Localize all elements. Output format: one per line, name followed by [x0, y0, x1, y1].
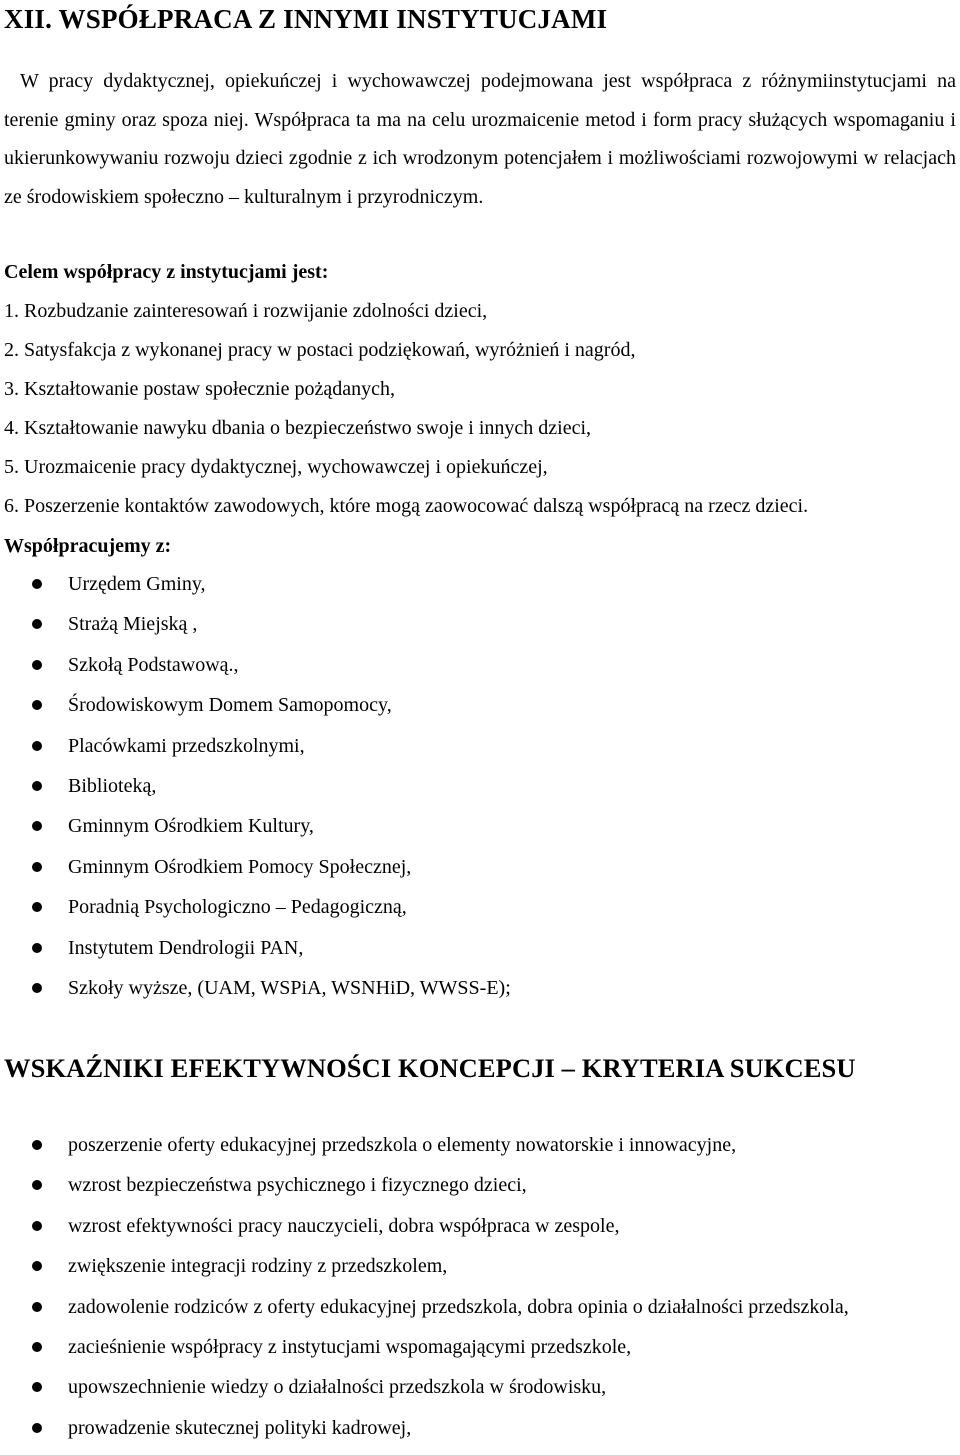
bullet-icon — [32, 1180, 42, 1190]
partner-label: Strażą Miejską , — [68, 613, 198, 636]
partner-label: Środowiskowym Domem Samopomocy, — [68, 694, 392, 717]
partner-label: Szkołą Podstawową., — [68, 653, 239, 676]
criteria-list — [0, 1132, 849, 1455]
partner-item — [0, 813, 511, 853]
partner-item — [0, 611, 511, 651]
goal-item: 5. Urozmaicenie pracy dydaktycznej, wychowawczej i opiekuńczej, — [4, 456, 548, 478]
partner-item — [0, 773, 511, 813]
partner-item — [0, 854, 511, 894]
criterion-item — [0, 1374, 849, 1414]
criterion-label: prowadzenie skutecznej polityki kadrowej, — [68, 1416, 412, 1439]
intro-paragraph: W pracy dydaktycznej, opiekuńczej i wychowawczej podejmowana jest współpraca z różnymiinstytucjami na terenie gminy oraz spoza niej. Współpraca ta ma na celu urozmaicenie metod i form pracy służących wspomaganiu i ukierunkowywaniu rozwoju dzieci zgodnie z ich wrodzonym potencjałem i możliwościami rozwojowymi w relacjach ze środowiskiem społeczno – kulturalnym i przyrodniczym. — [4, 70, 956, 208]
bullet-icon — [32, 821, 42, 831]
partner-item — [0, 652, 511, 692]
criterion-item — [0, 1334, 849, 1374]
criterion-label: zadowolenie rodziców z oferty edukacyjnej przedszkola, dobra opinia o działalności przedszkola, — [68, 1295, 849, 1318]
goal-item: 4. Kształtowanie nawyku dbania o bezpieczeństwo swoje i innych dzieci, — [4, 417, 592, 439]
bullet-icon — [32, 1221, 42, 1231]
partner-label: Poradnią Psychologiczno – Pedagogiczną, — [68, 896, 407, 919]
bullet-icon — [32, 781, 42, 791]
partner-item — [0, 733, 511, 773]
bullet-icon — [32, 1423, 42, 1433]
bullet-icon — [32, 1140, 42, 1150]
bullet-icon — [32, 1342, 42, 1352]
bullet-icon — [32, 943, 42, 953]
bullet-icon — [32, 579, 42, 589]
section-heading: XII. WSPÓŁPRACA Z INNYMI INSTYTUCJAMI — [4, 4, 608, 34]
criterion-item — [0, 1253, 849, 1293]
partners-list — [0, 571, 511, 1015]
bullet-icon — [32, 660, 42, 670]
partner-item — [0, 935, 511, 975]
cooperation-heading: Współpracujemy z: — [4, 535, 172, 557]
bullet-icon — [32, 700, 42, 710]
bullet-icon — [32, 619, 42, 629]
bullet-icon — [32, 1261, 42, 1271]
criterion-label: wzrost efektywności pracy nauczycieli, dobra współpraca w zespole, — [68, 1214, 620, 1237]
bullet-icon — [32, 741, 42, 751]
criterion-label: zacieśnienie współpracy z instytucjami wspomagającymi przedszkole, — [68, 1335, 632, 1358]
criteria-heading: WSKAŹNIKI EFEKTYWNOŚCI KONCEPCJI – KRYTERIA SUKCESU — [4, 1053, 856, 1083]
bullet-icon — [32, 1302, 42, 1312]
partner-label: Gminnym Ośrodkiem Pomocy Społecznej, — [68, 855, 412, 878]
partner-label: Placówkami przedszkolnymi, — [68, 734, 305, 757]
criterion-label: zwiększenie integracji rodziny z przedszkolem, — [68, 1255, 448, 1278]
criterion-item — [0, 1213, 849, 1253]
goal-item: 2. Satysfakcja z wykonanej pracy w postaci podziękowań, wyróżnień i nagród, — [4, 339, 636, 361]
partner-item — [0, 571, 511, 611]
partner-label: Gminnym Ośrodkiem Kultury, — [68, 815, 314, 838]
bullet-icon — [32, 862, 42, 872]
criterion-item — [0, 1172, 849, 1212]
criterion-item — [0, 1294, 849, 1334]
criterion-item — [0, 1415, 849, 1455]
partner-label: Szkoły wyższe, (UAM, WSPiA, WSNHiD, WWSS-E); — [68, 976, 511, 999]
bullet-icon — [32, 983, 42, 993]
partner-label: Biblioteką, — [68, 774, 157, 797]
partner-item — [0, 975, 511, 1015]
goals-heading: Celem współpracy z instytucjami jest: — [4, 261, 329, 283]
partner-item — [0, 692, 511, 732]
partner-label: Instytutem Dendrologii PAN, — [68, 936, 304, 959]
goals-list — [4, 298, 808, 532]
criterion-label: wzrost bezpieczeństwa psychicznego i fizycznego dzieci, — [68, 1174, 527, 1197]
bullet-icon — [32, 902, 42, 912]
goal-item: 6. Poszerzenie kontaktów zawodowych, które mogą zaowocować dalszą współpracą na rzecz dzieci. — [4, 495, 809, 517]
criterion-item — [0, 1132, 849, 1172]
partner-item — [0, 894, 511, 934]
bullet-icon — [32, 1382, 42, 1392]
goal-item: 1. Rozbudzanie zainteresowań i rozwijanie zdolności dzieci, — [4, 300, 488, 322]
goal-item: 3. Kształtowanie postaw społecznie pożądanych, — [4, 378, 395, 400]
criterion-label: poszerzenie oferty edukacyjnej przedszkola o elementy nowatorskie i innowacyjne, — [68, 1134, 737, 1156]
criterion-label: upowszechnienie wiedzy o działalności przedszkola w środowisku, — [68, 1376, 607, 1399]
partner-label: Urzędem Gminy, — [68, 573, 206, 595]
